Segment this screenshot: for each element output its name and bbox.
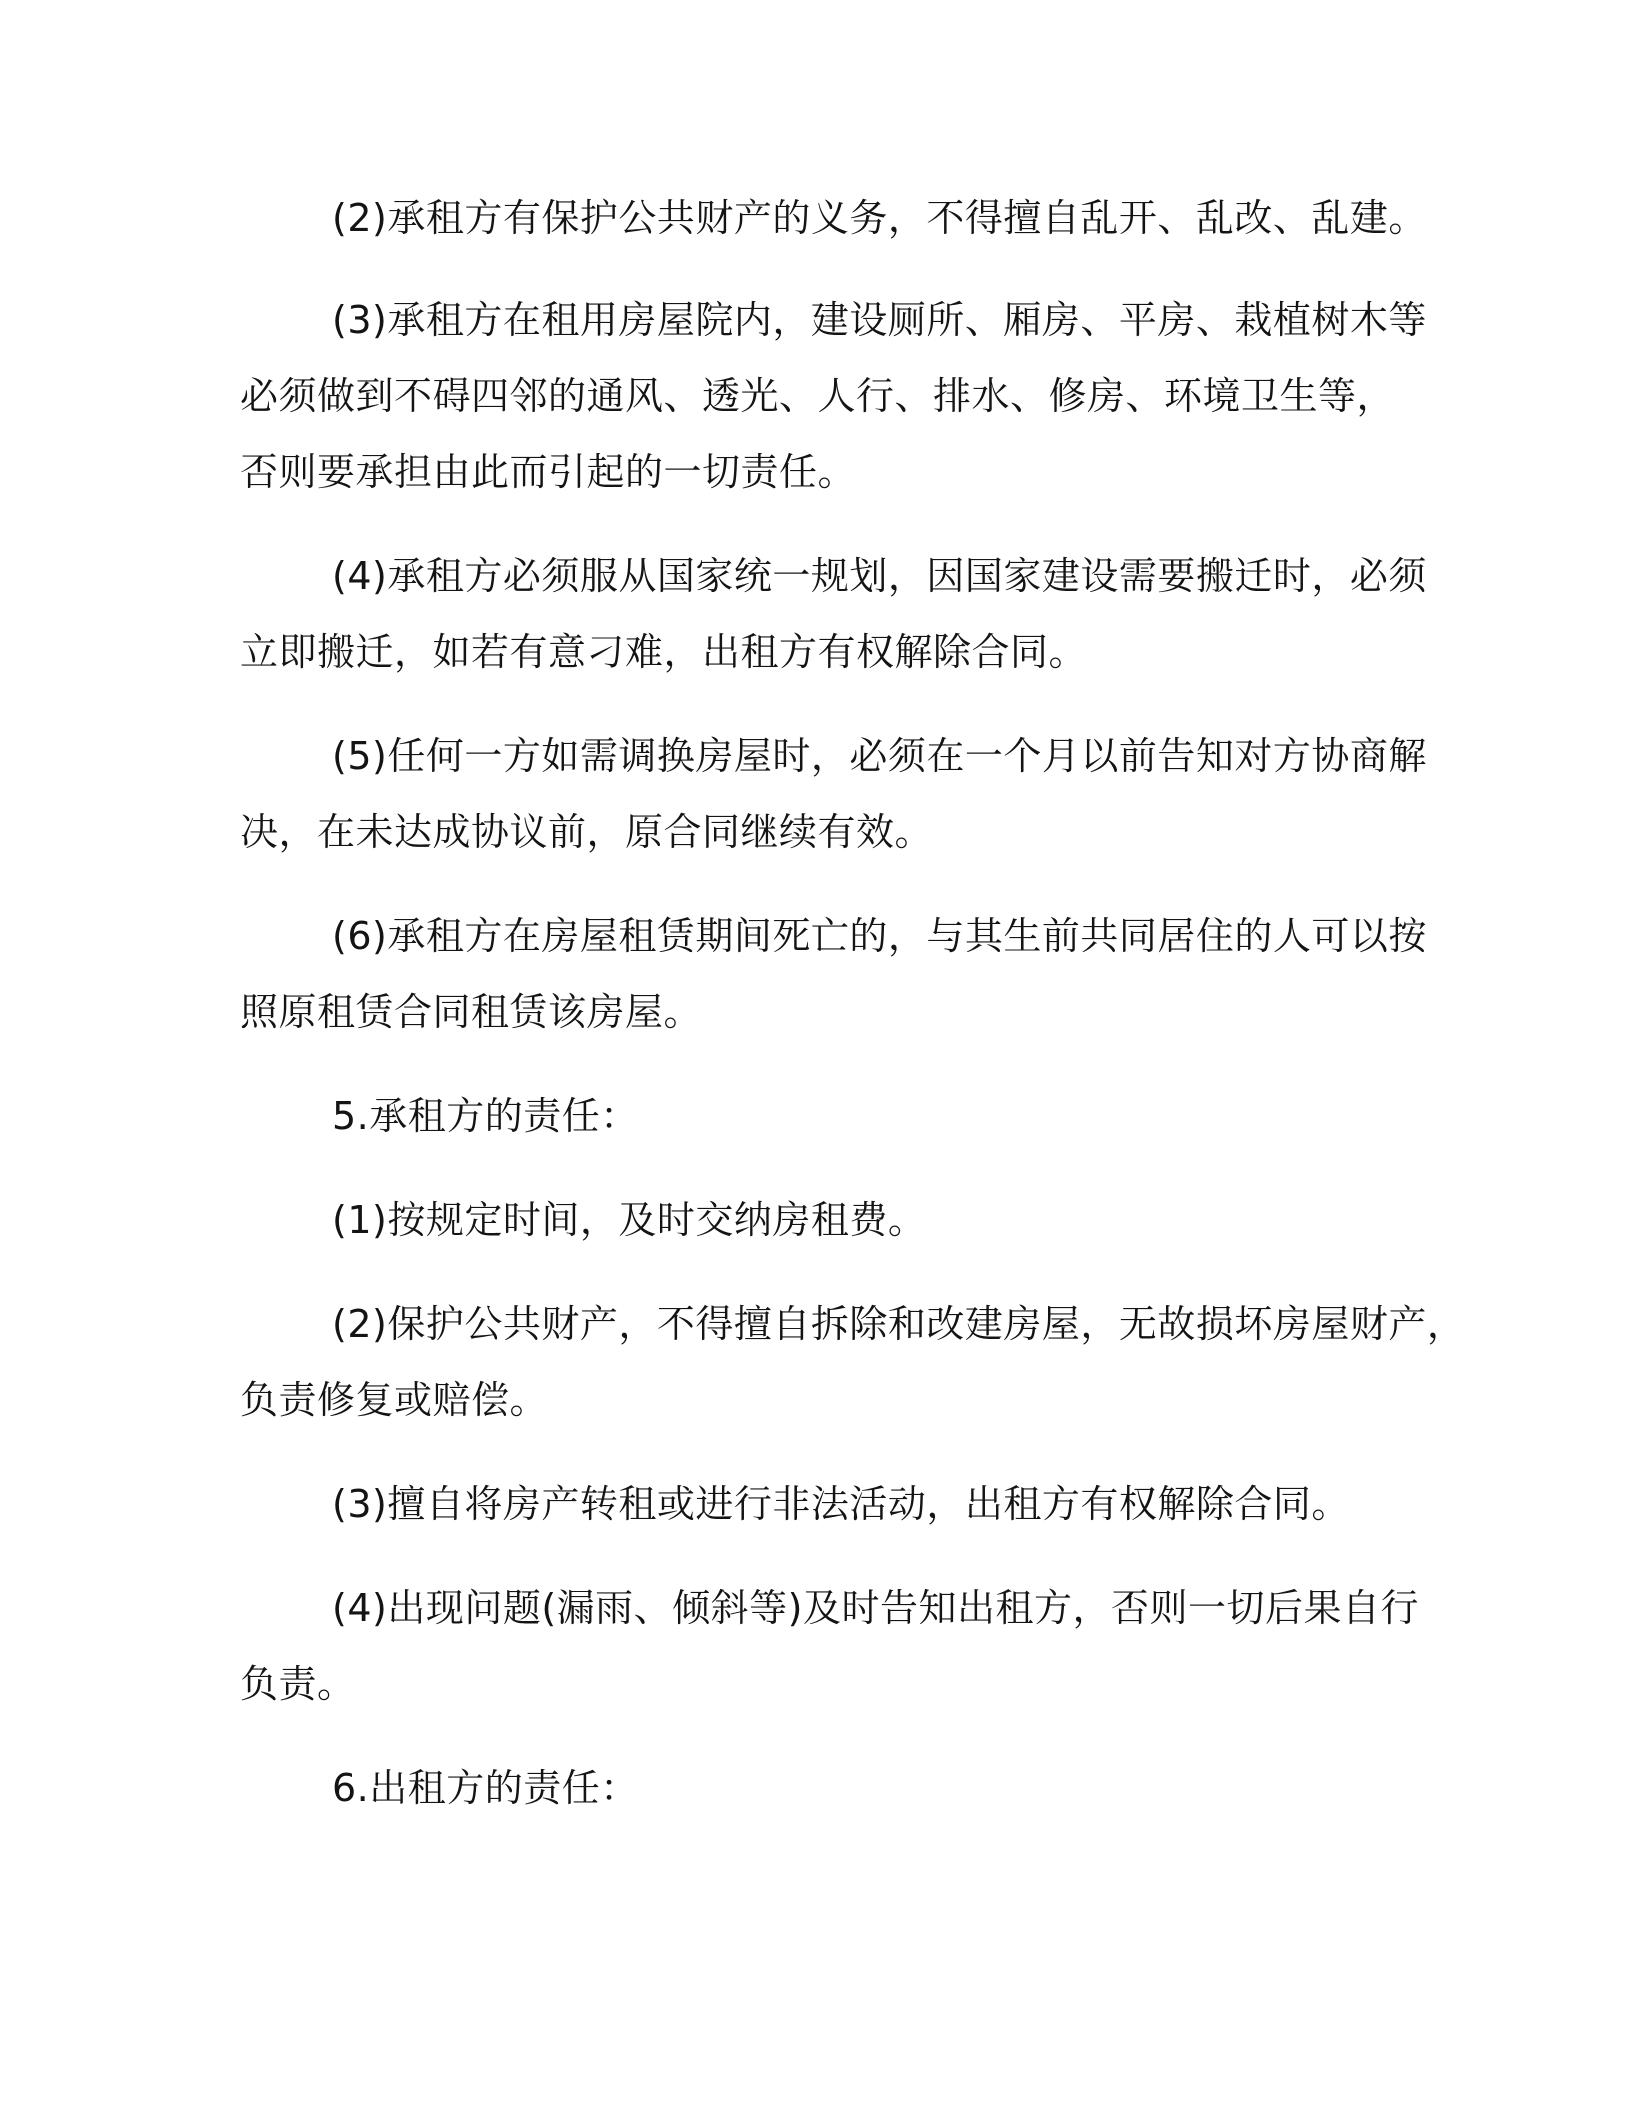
paragraph-line: (1)按规定时间，及时交纳房租费。 <box>332 1198 927 1242</box>
paragraph-line: 照原租赁合同租赁该房屋。 <box>240 990 703 1034</box>
section-heading: 5.承租方的责任： <box>332 1094 639 1138</box>
paragraph-line: 必须做到不碍四邻的通风、透光、人行、排水、修房、环境卫生等， <box>240 374 1396 418</box>
section-heading: 6.出租方的责任： <box>332 1766 639 1810</box>
paragraph-line: (6)承租方在房屋租赁期间死亡的，与其生前共同居住的人可以按 <box>332 914 1427 958</box>
paragraph-line: (2)保护公共财产，不得擅自拆除和改建房屋，无故损坏房屋财产， <box>332 1302 1466 1346</box>
paragraph-line: (5)任何一方如需调换房屋时，必须在一个月以前告知对方协商解 <box>332 734 1427 778</box>
paragraph-line: (3)承租方在租用房屋院内，建设厕所、厢房、平房、栽植树木等 <box>332 298 1427 342</box>
paragraph-line: (4)承租方必须服从国家统一规划，因国家建设需要搬迁时，必须 <box>332 554 1427 598</box>
paragraph-line: 否则要承担由此而引起的一切责任。 <box>240 450 857 494</box>
paragraph-line: 负责。 <box>240 1662 356 1706</box>
paragraph-line: 负责修复或赔偿。 <box>240 1378 549 1422</box>
paragraph-line: (4)出现问题(漏雨、倾斜等)及时告知出租方，否则一切后果自行 <box>332 1586 1419 1630</box>
paragraph-line: 决，在未达成协议前，原合同继续有效。 <box>240 810 934 854</box>
paragraph-line: (3)擅自将房产转租或进行非法活动，出租方有权解除合同。 <box>332 1482 1350 1526</box>
paragraph-line: 立即搬迁，如若有意刁难，出租方有权解除合同。 <box>240 630 1088 674</box>
paragraph-line: (2)承租方有保护公共财产的义务，不得擅自乱开、乱改、乱建。 <box>332 196 1427 240</box>
